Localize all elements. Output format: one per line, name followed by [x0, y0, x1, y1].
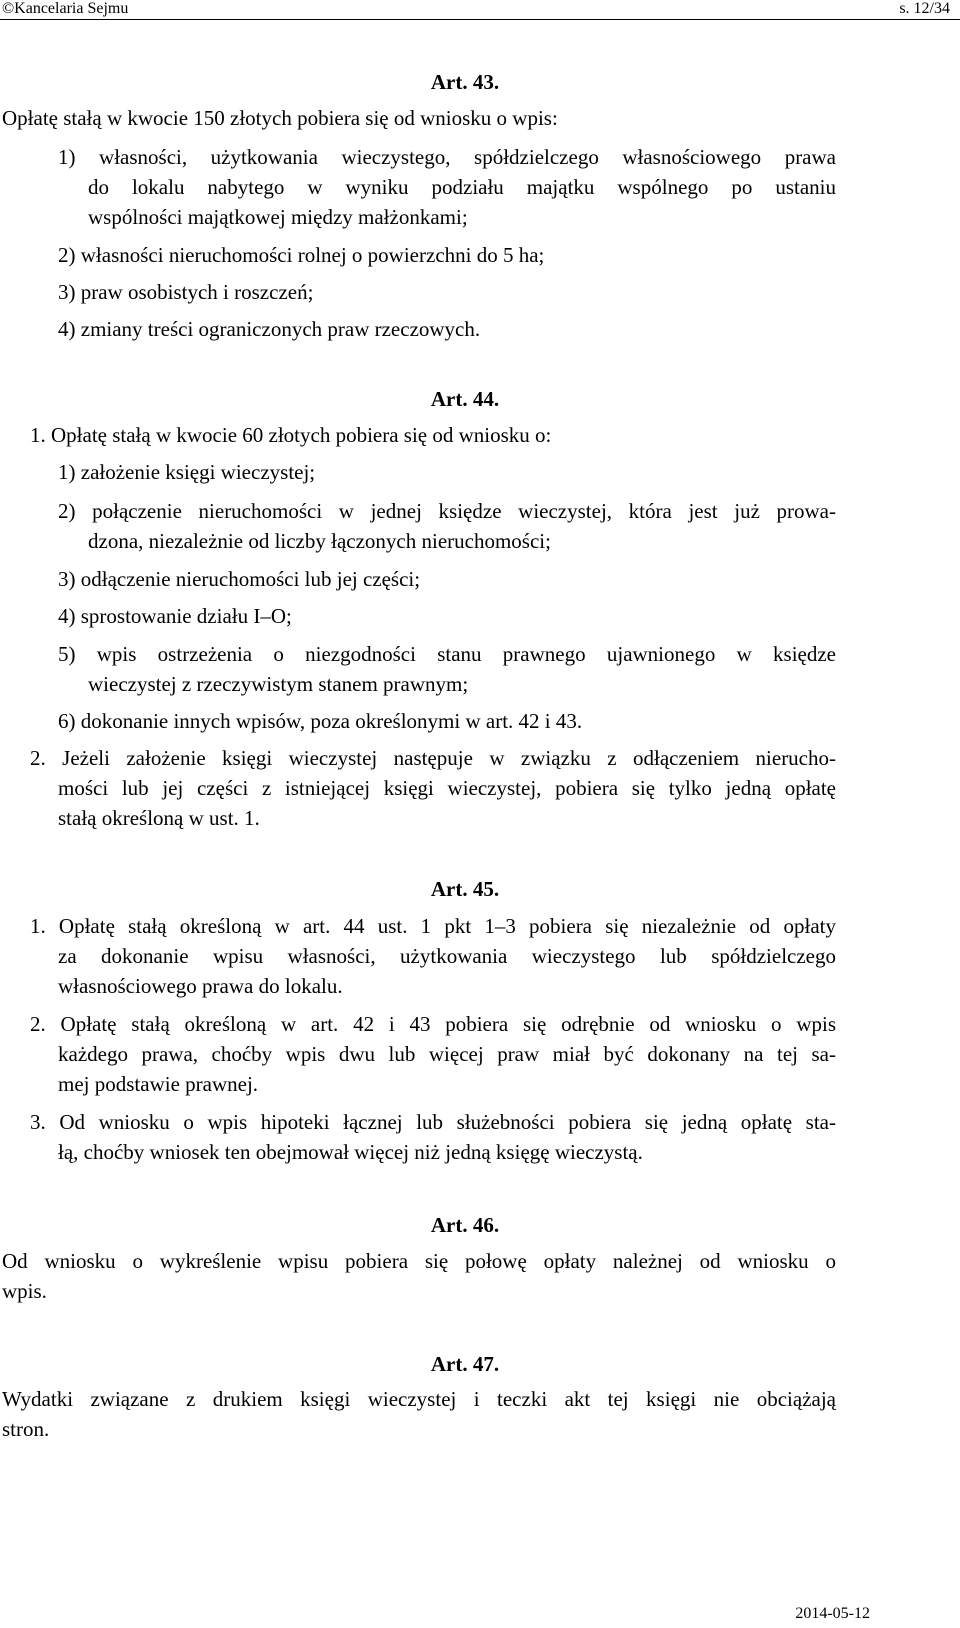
art-43-item-2: 2) własności nieruchomości rolnej o powierzchni do 5 ha;: [58, 243, 545, 267]
art-45-p3-line-1: 3. Od wniosku o wpis hipoteki łącznej lub służebności pobiera się jedną opłatę sta-: [30, 1110, 836, 1134]
art-44-p1-item-3: 3) odłączenie nieruchomości lub jej części;: [58, 567, 421, 591]
art-46-title: Art. 46.: [430, 1213, 500, 1237]
art-43-item-1-line-1: 1) własności, użytkowania wieczystego, spółdzielczego własnościowego prawa: [58, 145, 836, 169]
header-rule: [0, 19, 960, 20]
header-page-number: s. 12/34: [899, 0, 950, 17]
art-45-p2-line-2: każdego prawa, choćby wpis dwu lub więcej praw miał być dokonany na tej sa-: [58, 1042, 836, 1066]
art-43-item-4: 4) zmiany treści ograniczonych praw rzeczowych.: [58, 317, 481, 341]
art-43-item-1-line-3: wspólności majątkowej między małżonkami;: [88, 205, 468, 229]
art-45-p2-line-3: mej podstawie prawnej.: [58, 1072, 259, 1096]
art-46-line-2: wpis.: [2, 1279, 47, 1303]
art-44-p1-item-6: 6) dokonanie innych wpisów, poza określonymi w art. 42 i 43.: [58, 709, 583, 733]
art-44-p2-line-2: mości lub jej części z istniejącej księgi wieczystej, pobiera się tylko jedną opłatę: [58, 776, 836, 800]
header-source: ©Kancelaria Sejmu: [2, 0, 129, 17]
art-43-title: Art. 43.: [430, 70, 500, 94]
art-45-p2-line-1: 2. Opłatę stałą określoną w art. 42 i 43 pobiera się odrębnie od wniosku o wpis: [30, 1012, 836, 1036]
art-47-line-1: Wydatki związane z drukiem księgi wieczystej i teczki akt tej księgi nie obciążają: [2, 1387, 836, 1411]
page-footer-date: 2014-05-12: [795, 1605, 870, 1622]
art-44-p1-item-4: 4) sprostowanie działu I–O;: [58, 604, 292, 628]
art-43-intro: Opłatę stałą w kwocie 150 złotych pobiera się od wniosku o wpis:: [2, 106, 558, 130]
art-46-line-1: Od wniosku o wykreślenie wpisu pobiera się połowę opłaty należnej od wniosku o: [2, 1249, 836, 1273]
art-47-line-2: stron.: [2, 1417, 50, 1441]
art-45-title: Art. 45.: [430, 877, 500, 901]
art-47-title: Art. 47.: [430, 1352, 500, 1376]
art-45-p3-line-2: łą, choćby wniosek ten obejmował więcej niż jedną księgę wieczystą.: [58, 1140, 643, 1164]
art-45-p1-line-2: za dokonanie wpisu własności, użytkowania wieczystego lub spółdzielczego: [58, 944, 836, 968]
art-44-p1-item-2-line-1: 2) połączenie nieruchomości w jednej księdze wieczystej, która jest już prowa-: [58, 499, 836, 523]
page-header: [0, 0, 960, 20]
art-44-p1-item-1: 1) założenie księgi wieczystej;: [58, 460, 316, 484]
art-44-p2-line-1: 2. Jeżeli założenie księgi wieczystej następuje w związku z odłączeniem nierucho-: [30, 746, 836, 770]
art-44-p1-intro: 1. Opłatę stałą w kwocie 60 złotych pobiera się od wniosku o:: [30, 423, 552, 447]
art-45-p1-line-1: 1. Opłatę stałą określoną w art. 44 ust. 1 pkt 1–3 pobiera się niezależnie od opłaty: [30, 914, 836, 938]
art-44-p1-item-5-line-2: wieczystej z rzeczywistym stanem prawnym;: [88, 672, 469, 696]
art-44-p1-item-5-line-1: 5) wpis ostrzeżenia o niezgodności stanu prawnego ujawnionego w księdze: [58, 642, 836, 666]
art-44-p2-line-3: stałą określoną w ust. 1.: [58, 806, 260, 830]
art-45-p1-line-3: własnościowego prawa do lokalu.: [58, 974, 343, 998]
art-43-item-3: 3) praw osobistych i roszczeń;: [58, 280, 314, 304]
art-43-item-1-line-2: do lokalu nabytego w wyniku podziału majątku wspólnego po ustaniu: [88, 175, 836, 199]
art-44-title: Art. 44.: [430, 387, 500, 411]
art-44-p1-item-2-line-2: dzona, niezależnie od liczby łączonych nieruchomości;: [88, 529, 551, 553]
